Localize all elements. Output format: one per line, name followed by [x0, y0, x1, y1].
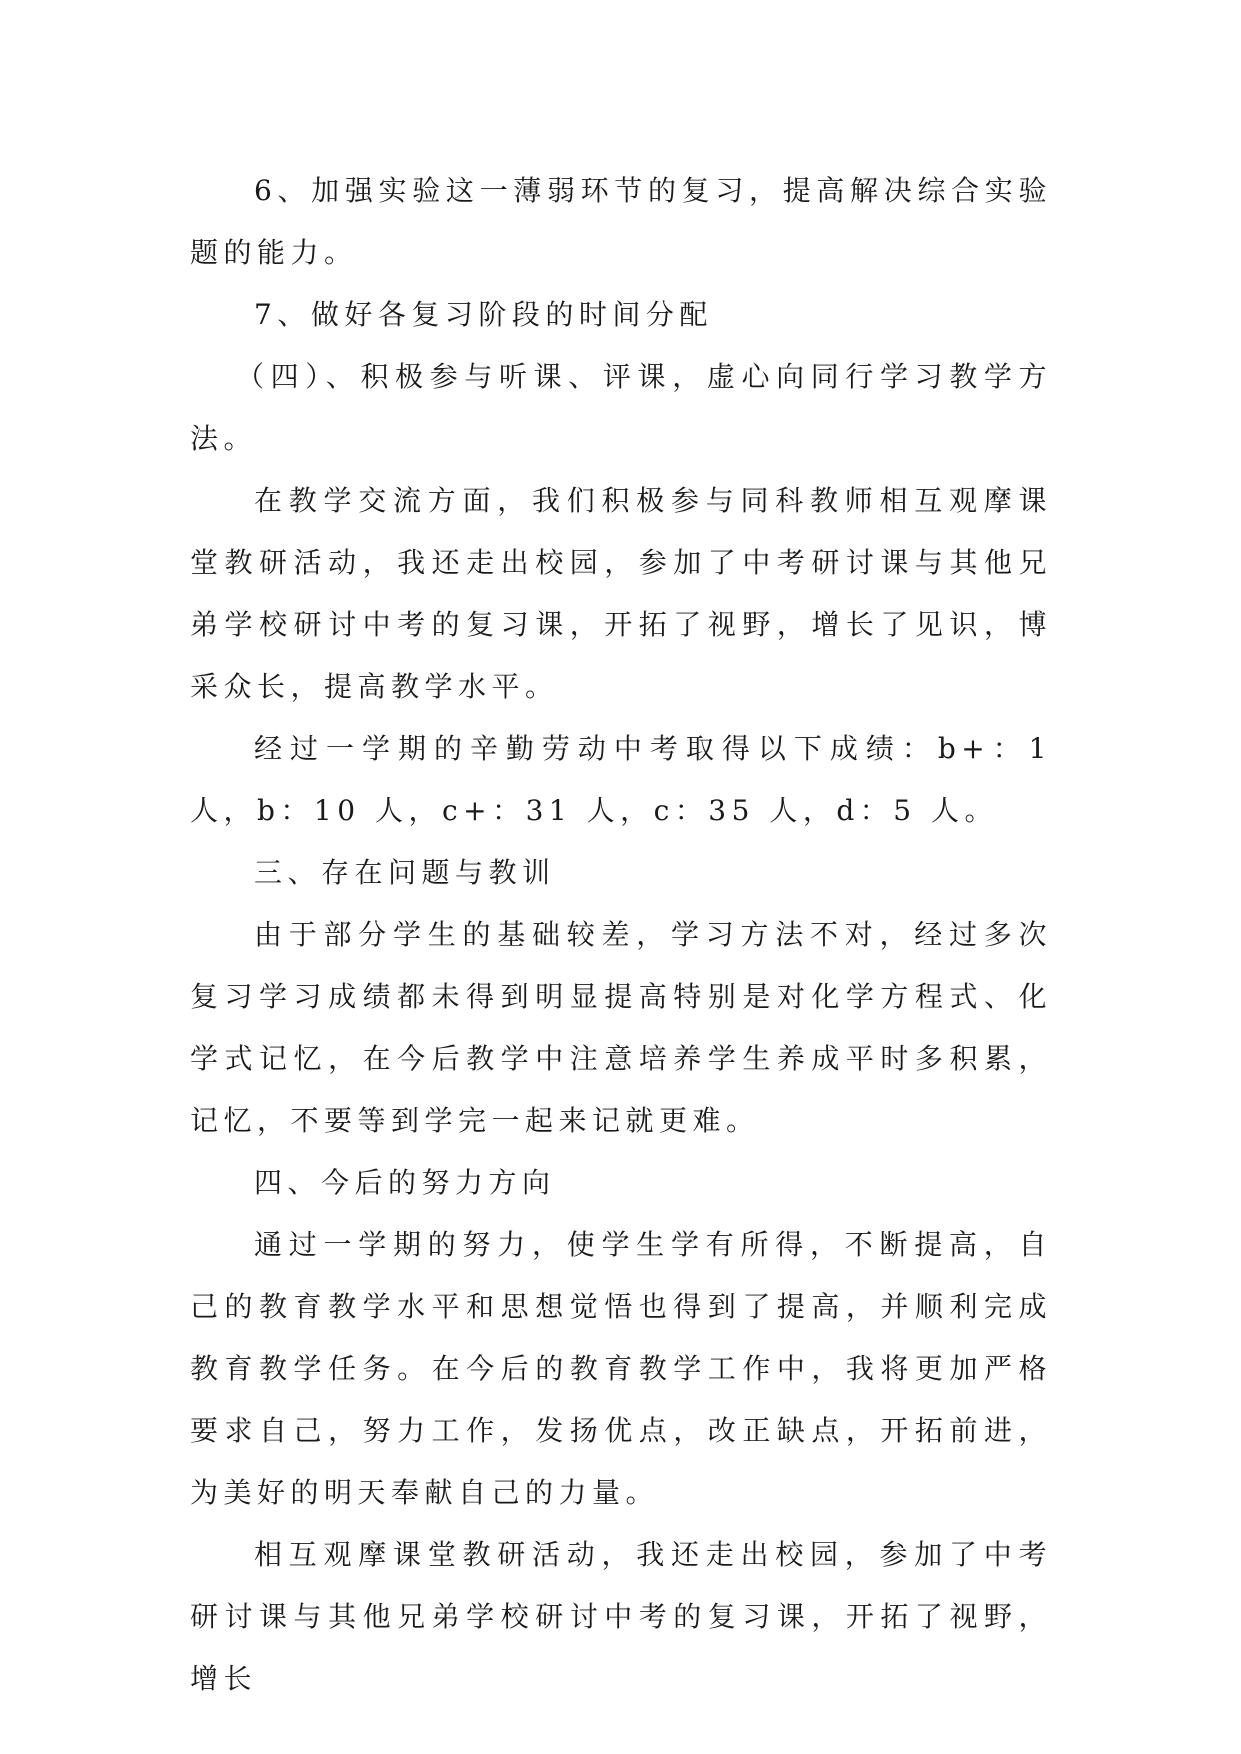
paragraph-experiment-review: 6、加强实验这一薄弱环节的复习，提高解决综合实验题的能力。 — [190, 174, 1052, 269]
paragraph-section-four: （四）、积极参与听课、评课，虚心向同行学习教学方法。 — [190, 360, 1052, 455]
paragraph-future-efforts: 通过一学期的努力，使学生学有所得，不断提高，自己的教育教学水平和思想觉悟也得到了提高，并顺利完成教育教学任务。在今后的教育教学工作中，我将更加严格要求自己，努力工作，发扬优点，改正缺点，开拓前进，为美好的明天奉献自己的力量。 — [190, 1228, 1052, 1509]
document-body — [190, 160, 1052, 1710]
heading-future-direction: 四、今后的努力方向 — [254, 1166, 556, 1199]
paragraph-student-problems: 由于部分学生的基础较差，学习方法不对，经过多次复习学习成绩都未得到明显提高特别是对化学方程式、化学式记忆，在今后教学中注意培养学生养成平时多积累，记忆，不要等到学完一起来记就更难。 — [190, 918, 1052, 1137]
paragraph-time-allocation: 7、做好各复习阶段的时间分配 — [254, 298, 713, 331]
paragraph-teaching-exchange: 在教学交流方面，我们积极参与同科教师相互观摩课堂教研活动，我还走出校园，参加了中考研讨课与其他兄弟学校研讨中考的复习课，开拓了视野，增长了见识，博采众长，提高教学水平。 — [190, 484, 1052, 703]
paragraph-exam-results: 经过一学期的辛勤劳动中考取得以下成绩：b+：1 人，b：10 人，c+：31 人，c：35 人，d：5 人。 — [190, 732, 1052, 827]
heading-problems-lessons: 三、存在问题与教训 — [254, 856, 556, 889]
paragraph-continuation: 相互观摩课堂教研活动，我还走出校园，参加了中考研讨课与其他兄弟学校研讨中考的复习课，开拓了视野，增长 — [190, 1538, 1052, 1695]
